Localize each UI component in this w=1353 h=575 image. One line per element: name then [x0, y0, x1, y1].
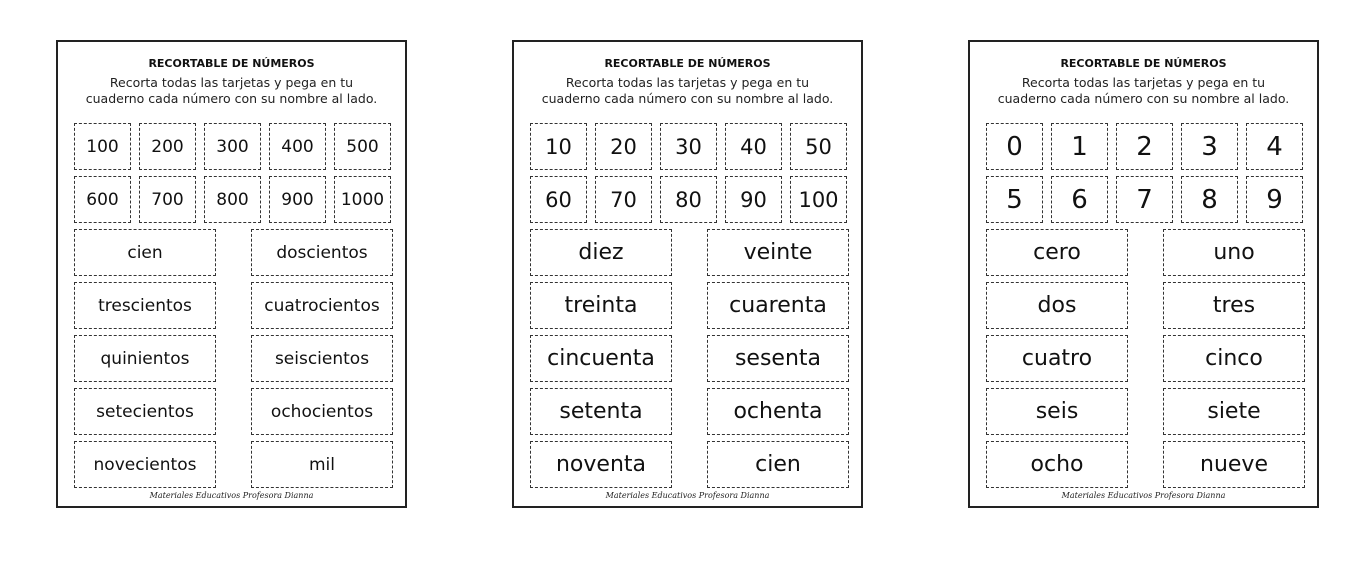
number-card: 4: [1246, 123, 1303, 170]
word-card: veinte: [707, 229, 849, 276]
worksheet-footer: Materiales Educativos Profesora Dianna: [605, 491, 770, 500]
number-card: 600: [74, 176, 131, 223]
number-card: 400: [269, 123, 326, 170]
word-card: mil: [251, 441, 393, 488]
word-card: diez: [530, 229, 672, 276]
word-card: siete: [1163, 388, 1305, 435]
number-card: 20: [595, 123, 652, 170]
word-card: cien: [707, 441, 849, 488]
number-card: 500: [334, 123, 391, 170]
instruction-line: Recorta todas las tarjetas y pega en tu: [109, 75, 354, 90]
word-card: ochocientos: [251, 388, 393, 435]
number-card: 80: [660, 176, 717, 223]
word-card-grid: [74, 229, 393, 488]
number-card: 200: [139, 123, 196, 170]
word-card: cuatro: [986, 335, 1128, 382]
number-card: 8: [1181, 176, 1238, 223]
worksheet-instructions: [58, 75, 405, 107]
word-card: quinientos: [74, 335, 216, 382]
word-card: cuatrocientos: [251, 282, 393, 329]
word-card: ochenta: [707, 388, 849, 435]
worksheet-title: RECORTABLE DE NÚMEROS: [604, 57, 771, 70]
number-card: 6: [1051, 176, 1108, 223]
word-card: setenta: [530, 388, 672, 435]
number-card: 0: [986, 123, 1043, 170]
word-card: cinco: [1163, 335, 1305, 382]
word-card: noventa: [530, 441, 672, 488]
number-card-grid: [530, 123, 847, 223]
worksheet-instructions: [970, 75, 1317, 107]
instruction-line: cuaderno cada número con su nombre al lado.: [997, 91, 1290, 106]
number-card: 70: [595, 176, 652, 223]
number-card: 100: [790, 176, 847, 223]
worksheet-title: RECORTABLE DE NÚMEROS: [1060, 57, 1227, 70]
number-card: 300: [204, 123, 261, 170]
worksheet-tens: [512, 40, 863, 508]
number-card: 30: [660, 123, 717, 170]
number-card: 10: [530, 123, 587, 170]
number-card: 60: [530, 176, 587, 223]
number-card: 5: [986, 176, 1043, 223]
worksheet-instructions: [514, 75, 861, 107]
number-card: 40: [725, 123, 782, 170]
number-card: 800: [204, 176, 261, 223]
number-card: 9: [1246, 176, 1303, 223]
worksheet-footer: Materiales Educativos Profesora Dianna: [1061, 491, 1226, 500]
instruction-line: Recorta todas las tarjetas y pega en tu: [565, 75, 810, 90]
word-card: uno: [1163, 229, 1305, 276]
word-card: cero: [986, 229, 1128, 276]
word-card: trescientos: [74, 282, 216, 329]
word-card: seiscientos: [251, 335, 393, 382]
worksheet-hundreds: [56, 40, 407, 508]
word-card: sesenta: [707, 335, 849, 382]
number-card: 50: [790, 123, 847, 170]
instruction-line: cuaderno cada número con su nombre al lado.: [85, 91, 378, 106]
word-card: treinta: [530, 282, 672, 329]
word-card: tres: [1163, 282, 1305, 329]
worksheet-footer: Materiales Educativos Profesora Dianna: [149, 491, 314, 500]
word-card: doscientos: [251, 229, 393, 276]
word-card: cien: [74, 229, 216, 276]
word-card: nueve: [1163, 441, 1305, 488]
number-card: 3: [1181, 123, 1238, 170]
word-card: cuarenta: [707, 282, 849, 329]
number-card: 1000: [334, 176, 391, 223]
number-card: 2: [1116, 123, 1173, 170]
number-card: 700: [139, 176, 196, 223]
number-card: 90: [725, 176, 782, 223]
number-card: 7: [1116, 176, 1173, 223]
number-card-grid: [986, 123, 1303, 223]
word-card: seis: [986, 388, 1128, 435]
word-card: cincuenta: [530, 335, 672, 382]
number-card: 900: [269, 176, 326, 223]
word-card-grid: [986, 229, 1305, 488]
word-card: novecientos: [74, 441, 216, 488]
number-card: 1: [1051, 123, 1108, 170]
number-card: 100: [74, 123, 131, 170]
word-card: setecientos: [74, 388, 216, 435]
word-card-grid: [530, 229, 849, 488]
number-card-grid: [74, 123, 391, 223]
instruction-line: Recorta todas las tarjetas y pega en tu: [1021, 75, 1266, 90]
worksheet-title: RECORTABLE DE NÚMEROS: [148, 57, 315, 70]
instruction-line: cuaderno cada número con su nombre al lado.: [541, 91, 834, 106]
word-card: dos: [986, 282, 1128, 329]
worksheet-units: [968, 40, 1319, 508]
word-card: ocho: [986, 441, 1128, 488]
